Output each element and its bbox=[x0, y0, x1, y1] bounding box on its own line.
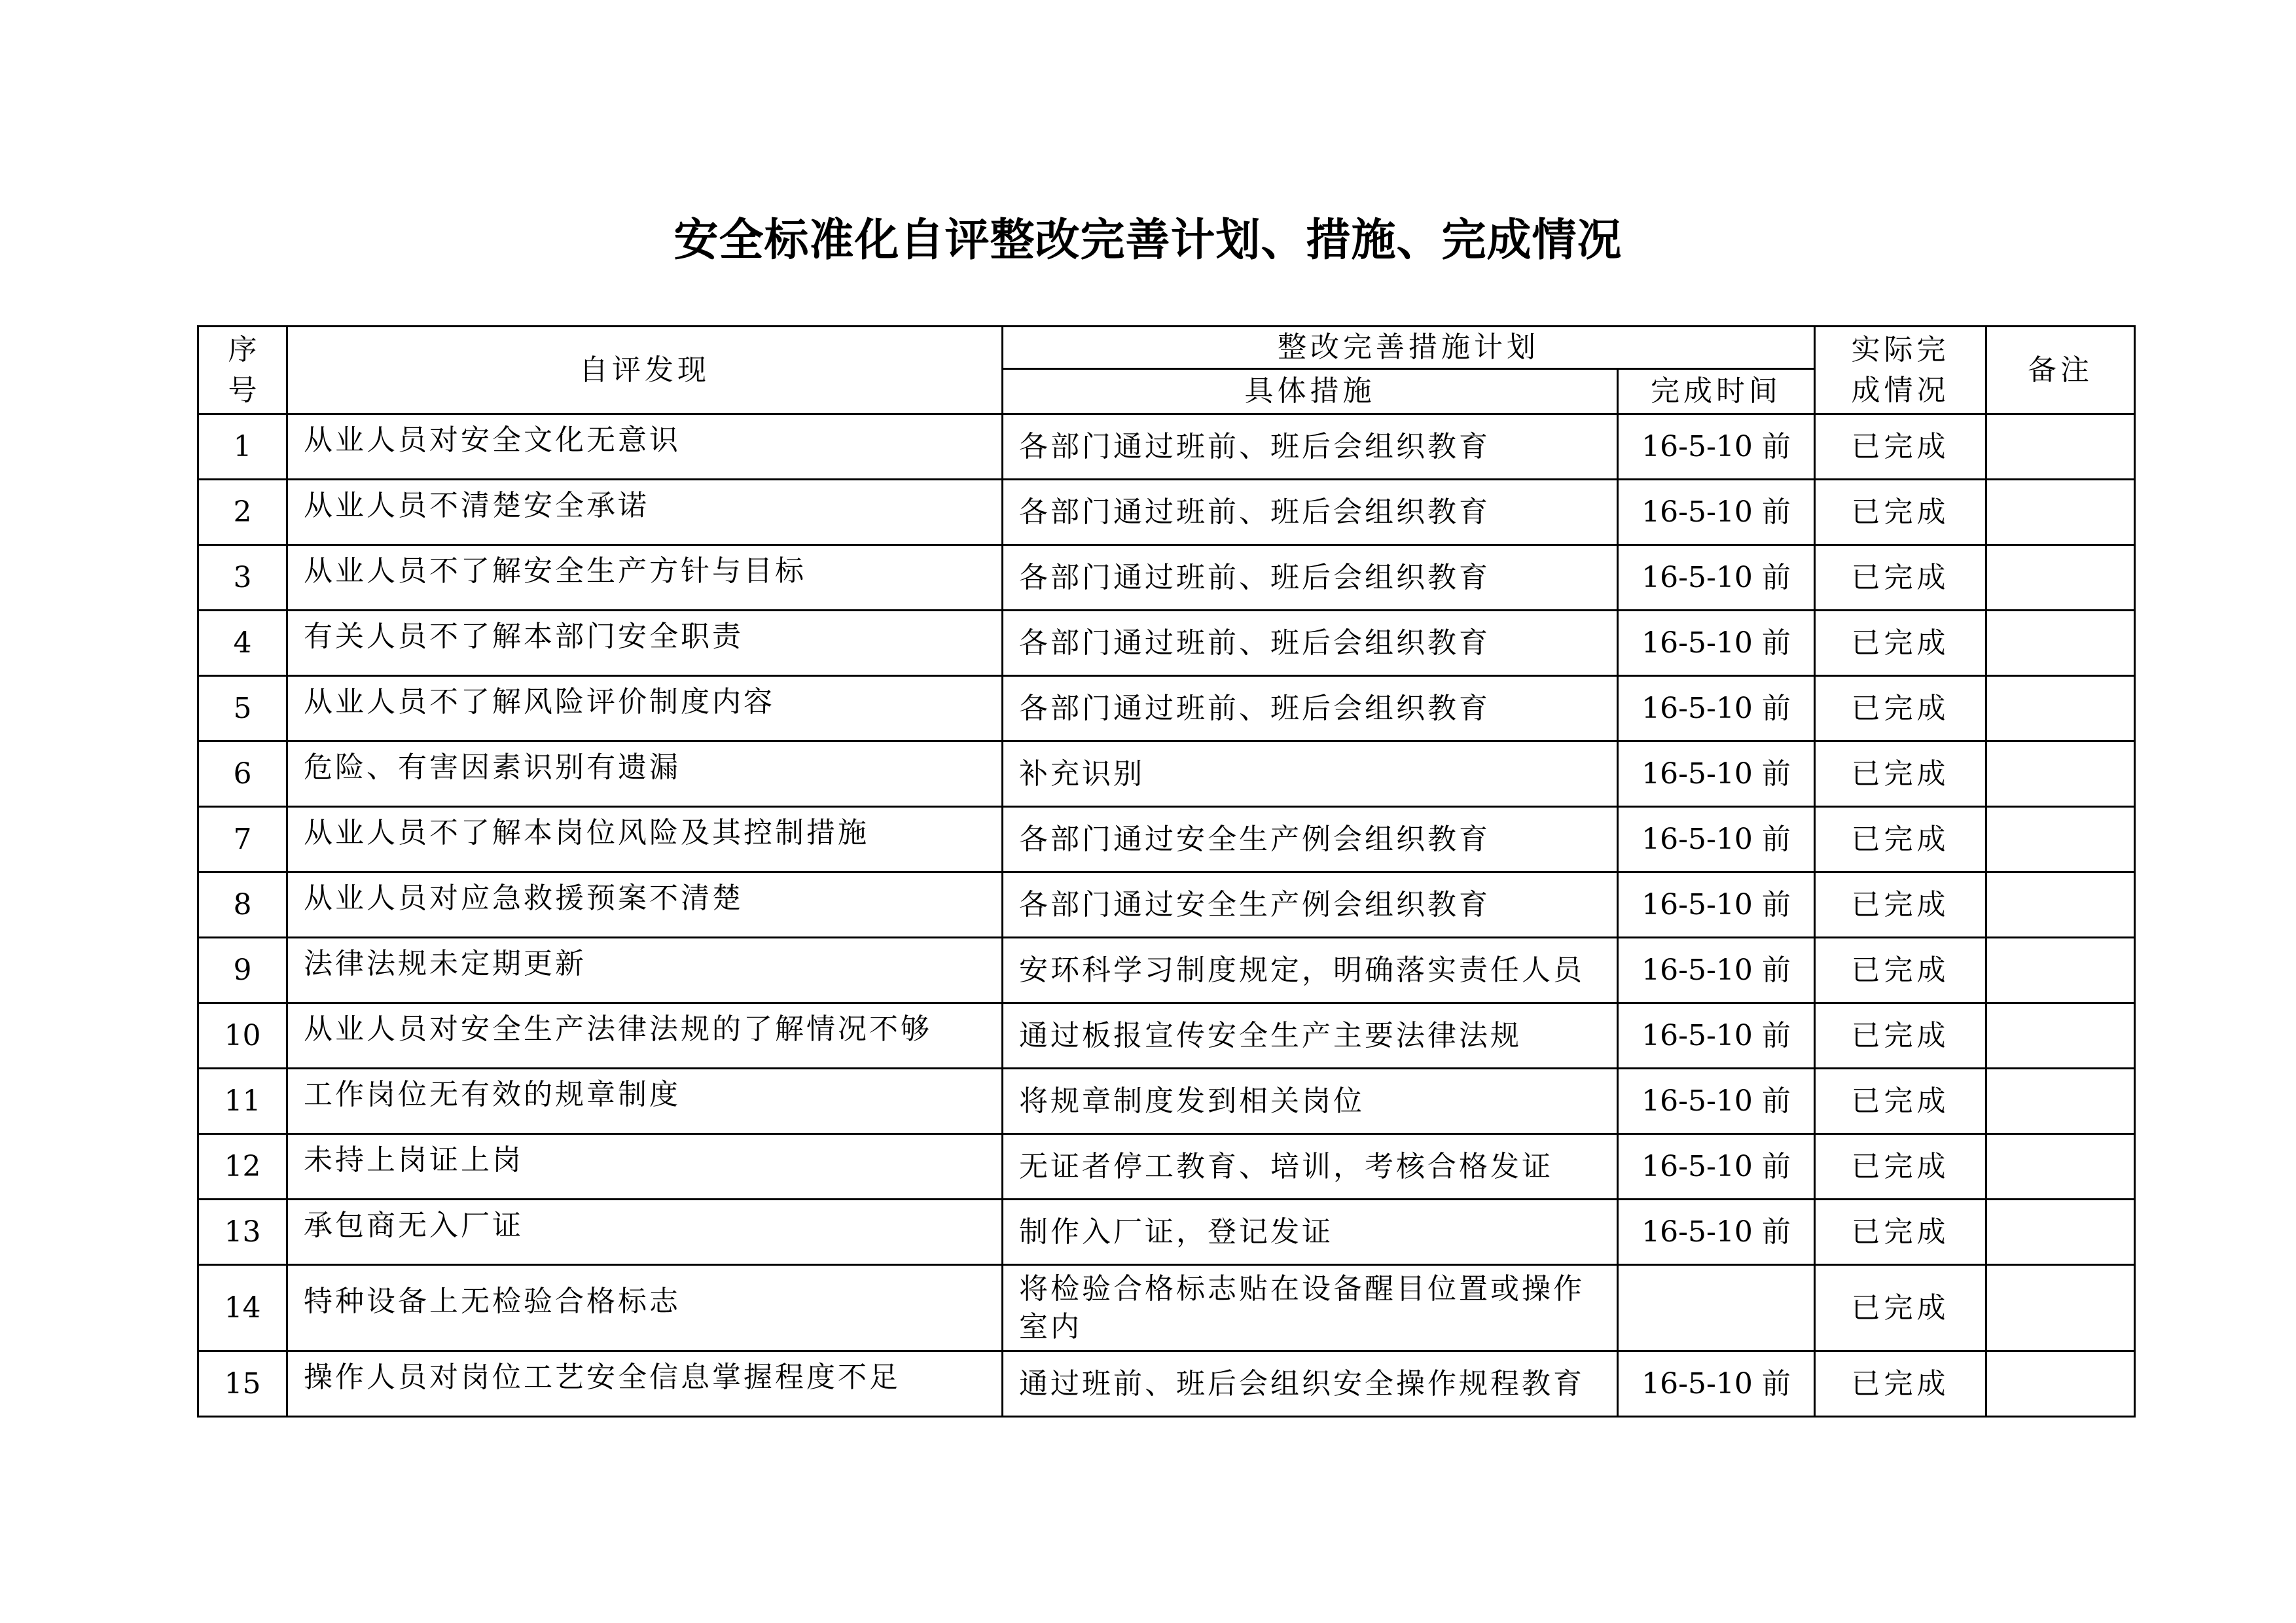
row-deadline: 16-5-10 前 bbox=[1618, 1134, 1815, 1200]
row-status: 已完成 bbox=[1815, 545, 1986, 611]
row-finding-text: 法律法规未定期更新 bbox=[304, 946, 586, 980]
row-finding-text: 未持上岗证上岗 bbox=[304, 1143, 524, 1177]
row-remark bbox=[1986, 480, 2135, 545]
row-remark bbox=[1986, 938, 2135, 1003]
header-actual-line1: 实际完 bbox=[1851, 332, 1950, 366]
row-finding bbox=[287, 1134, 1003, 1200]
row-finding bbox=[287, 545, 1003, 611]
row-finding bbox=[287, 1003, 1003, 1069]
row-deadline: 16-5-10 前 bbox=[1618, 807, 1815, 872]
row-status: 已完成 bbox=[1815, 1134, 1986, 1200]
row-deadline: 16-5-10 前 bbox=[1618, 1069, 1815, 1134]
row-remark bbox=[1986, 1069, 2135, 1134]
row-measure: 各部门通过班前、班后会组织教育 bbox=[1003, 676, 1618, 741]
header-finding: 自评发现 bbox=[287, 327, 1003, 414]
row-no: 13 bbox=[198, 1200, 287, 1265]
row-remark bbox=[1986, 545, 2135, 611]
header-deadline: 完成时间 bbox=[1618, 369, 1815, 414]
row-finding-text: 从业人员不了解风险评价制度内容 bbox=[304, 685, 775, 719]
row-status: 已完成 bbox=[1815, 1265, 1986, 1351]
row-finding-text: 特种设备上无检验合格标志 bbox=[304, 1284, 681, 1318]
row-finding bbox=[287, 938, 1003, 1003]
row-measure: 各部门通过班前、班后会组织教育 bbox=[1003, 480, 1618, 545]
table-row bbox=[198, 1134, 2135, 1200]
page-title: 安全标准化自评整改完善计划、措施、完成情况 bbox=[673, 215, 1623, 266]
row-deadline: 16-5-10 前 bbox=[1618, 414, 1815, 480]
row-finding bbox=[287, 676, 1003, 741]
row-measure: 各部门通过班前、班后会组织教育 bbox=[1003, 545, 1618, 611]
row-no: 14 bbox=[198, 1265, 287, 1351]
header-plan: 整改完善措施计划 bbox=[1003, 327, 1815, 369]
header-remarks: 备注 bbox=[1986, 327, 2135, 414]
table-row bbox=[198, 1069, 2135, 1134]
row-deadline: 16-5-10 前 bbox=[1618, 611, 1815, 676]
row-remark bbox=[1986, 1200, 2135, 1265]
row-status: 已完成 bbox=[1815, 741, 1986, 807]
row-finding-text: 从业人员对应急救援预案不清楚 bbox=[304, 881, 744, 915]
row-no: 15 bbox=[198, 1351, 287, 1417]
row-remark bbox=[1986, 807, 2135, 872]
table-row bbox=[198, 676, 2135, 741]
row-measure: 各部门通过安全生产例会组织教育 bbox=[1003, 872, 1618, 938]
row-remark bbox=[1986, 741, 2135, 807]
row-remark bbox=[1986, 1003, 2135, 1069]
row-status: 已完成 bbox=[1815, 611, 1986, 676]
row-status: 已完成 bbox=[1815, 1003, 1986, 1069]
row-no: 9 bbox=[198, 938, 287, 1003]
row-measure: 安环科学习制度规定，明确落实责任人员 bbox=[1003, 938, 1618, 1003]
row-no: 11 bbox=[198, 1069, 287, 1134]
header-actual bbox=[1815, 327, 1986, 414]
row-no: 2 bbox=[198, 480, 287, 545]
table-body bbox=[198, 414, 2135, 1417]
row-measure: 补充识别 bbox=[1003, 741, 1618, 807]
table-row bbox=[198, 938, 2135, 1003]
row-status: 已完成 bbox=[1815, 1200, 1986, 1265]
row-measure: 各部门通过班前、班后会组织教育 bbox=[1003, 611, 1618, 676]
row-no: 8 bbox=[198, 872, 287, 938]
row-status: 已完成 bbox=[1815, 1351, 1986, 1417]
row-measure: 通过班前、班后会组织安全操作规程教育 bbox=[1003, 1351, 1618, 1417]
row-finding bbox=[287, 1351, 1003, 1417]
row-finding-text: 从业人员对安全生产法律法规的了解情况不够 bbox=[304, 1012, 932, 1046]
row-finding bbox=[287, 1265, 1003, 1351]
table-row bbox=[198, 1265, 2135, 1351]
row-finding-text: 从业人员不了解安全生产方针与目标 bbox=[304, 554, 806, 588]
row-status: 已完成 bbox=[1815, 807, 1986, 872]
row-deadline: 16-5-10 前 bbox=[1618, 872, 1815, 938]
row-status: 已完成 bbox=[1815, 414, 1986, 480]
row-measure: 各部门通过班前、班后会组织教育 bbox=[1003, 414, 1618, 480]
row-deadline bbox=[1618, 1265, 1815, 1351]
row-finding bbox=[287, 1200, 1003, 1265]
row-measure: 将检验合格标志贴在设备醒目位置或操作室内 bbox=[1003, 1265, 1618, 1351]
row-finding-text: 从业人员不清楚安全承诺 bbox=[304, 488, 649, 522]
row-finding bbox=[287, 480, 1003, 545]
table-row bbox=[198, 1200, 2135, 1265]
row-remark bbox=[1986, 1351, 2135, 1417]
row-deadline: 16-5-10 前 bbox=[1618, 676, 1815, 741]
row-finding bbox=[287, 872, 1003, 938]
table-row bbox=[198, 741, 2135, 807]
row-deadline: 16-5-10 前 bbox=[1618, 741, 1815, 807]
row-status: 已完成 bbox=[1815, 872, 1986, 938]
row-measure: 通过板报宣传安全生产主要法律法规 bbox=[1003, 1003, 1618, 1069]
row-remark bbox=[1986, 414, 2135, 480]
header-actual-line2: 成情况 bbox=[1851, 373, 1950, 407]
row-finding-text: 操作人员对岗位工艺安全信息掌握程度不足 bbox=[304, 1360, 901, 1394]
row-deadline: 16-5-10 前 bbox=[1618, 938, 1815, 1003]
row-deadline: 16-5-10 前 bbox=[1618, 1003, 1815, 1069]
row-no: 12 bbox=[198, 1134, 287, 1200]
row-no: 3 bbox=[198, 545, 287, 611]
row-finding bbox=[287, 1069, 1003, 1134]
table-row bbox=[198, 1003, 2135, 1069]
row-status: 已完成 bbox=[1815, 938, 1986, 1003]
row-no: 1 bbox=[198, 414, 287, 480]
table-row bbox=[198, 414, 2135, 480]
row-remark bbox=[1986, 676, 2135, 741]
header-seq-line2: 号 bbox=[228, 373, 257, 407]
table-row bbox=[198, 611, 2135, 676]
table-row bbox=[198, 545, 2135, 611]
row-status: 已完成 bbox=[1815, 1069, 1986, 1134]
header-seq-line1: 序 bbox=[228, 332, 257, 366]
row-finding bbox=[287, 414, 1003, 480]
row-measure: 将规章制度发到相关岗位 bbox=[1003, 1069, 1618, 1134]
table-row bbox=[198, 480, 2135, 545]
row-finding-text: 承包商无入厂证 bbox=[304, 1208, 524, 1242]
table-header bbox=[198, 327, 2135, 414]
row-deadline: 16-5-10 前 bbox=[1618, 545, 1815, 611]
row-measure: 无证者停工教育、培训，考核合格发证 bbox=[1003, 1134, 1618, 1200]
row-finding-text: 有关人员不了解本部门安全职责 bbox=[304, 619, 744, 653]
row-no: 4 bbox=[198, 611, 287, 676]
header-measures: 具体措施 bbox=[1003, 369, 1618, 414]
row-finding bbox=[287, 807, 1003, 872]
row-finding-text: 工作岗位无有效的规章制度 bbox=[304, 1077, 681, 1111]
row-remark bbox=[1986, 1134, 2135, 1200]
row-deadline: 16-5-10 前 bbox=[1618, 1200, 1815, 1265]
row-no: 10 bbox=[198, 1003, 287, 1069]
row-no: 7 bbox=[198, 807, 287, 872]
row-no: 5 bbox=[198, 676, 287, 741]
row-measure: 各部门通过安全生产例会组织教育 bbox=[1003, 807, 1618, 872]
row-finding bbox=[287, 741, 1003, 807]
row-remark bbox=[1986, 611, 2135, 676]
row-finding bbox=[287, 611, 1003, 676]
row-deadline: 16-5-10 前 bbox=[1618, 1351, 1815, 1417]
row-deadline: 16-5-10 前 bbox=[1618, 480, 1815, 545]
row-finding-text: 从业人员对安全文化无意识 bbox=[304, 423, 681, 457]
row-remark bbox=[1986, 872, 2135, 938]
row-status: 已完成 bbox=[1815, 480, 1986, 545]
table-row bbox=[198, 872, 2135, 938]
table-row bbox=[198, 807, 2135, 872]
row-finding-text: 危险、有害因素识别有遗漏 bbox=[304, 750, 681, 784]
rectification-table bbox=[197, 325, 2136, 1418]
row-finding-text: 从业人员不了解本岗位风险及其控制措施 bbox=[304, 815, 869, 849]
table-row bbox=[198, 1351, 2135, 1417]
row-remark bbox=[1986, 1265, 2135, 1351]
header-seq bbox=[198, 327, 287, 414]
row-status: 已完成 bbox=[1815, 676, 1986, 741]
row-measure: 制作入厂证，登记发证 bbox=[1003, 1200, 1618, 1265]
row-no: 6 bbox=[198, 741, 287, 807]
